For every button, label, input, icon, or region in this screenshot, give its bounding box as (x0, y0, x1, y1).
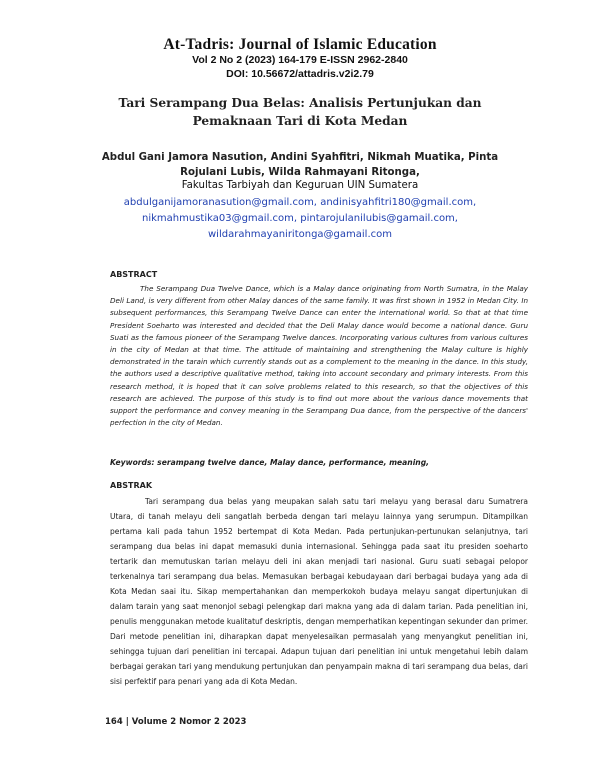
email-link[interactable]: wildarahmayaniritonga@gamail.com (208, 229, 392, 240)
journal-name: At-Tadris: Journal of Islamic Education (163, 36, 437, 53)
article-title: Tari Serampang Dua Belas: Analisis Pertunjukan dan Pemaknaan Tari di Kota Medan (118, 96, 482, 128)
abstrak-heading: ABSTRAK (110, 481, 153, 490)
abstract-heading: ABSTRACT (110, 270, 158, 279)
page-footer: 164 | Volume 2 Nomor 2 2023 (105, 717, 247, 727)
email-link[interactable]: andinisyahfitri180@gmail.com, (320, 197, 477, 208)
author-list: Abdul Gani Jamora Nasution, Andini Syahfitri, Nikmah Muatika, Pinta Rojulani Lubis, Wilda Rahmayani Ritonga, (101, 152, 499, 178)
email-list (110, 195, 490, 243)
keywords: Keywords: serampang twelve dance, Malay dance, performance, meaning, (110, 458, 430, 467)
doi: DOI: 10.56672/attadris.v2i2.79 (226, 68, 374, 80)
email-link[interactable]: pintarojulanilubis@gamail.com, (300, 213, 458, 224)
email-link[interactable]: nikmahmustika03@gmail.com, (142, 213, 298, 224)
affiliation: Fakultas Tarbiyah dan Keguruan UIN Sumatera (181, 180, 419, 191)
email-link[interactable]: abdulganijamoranasution@gmail.com, (123, 197, 317, 208)
abstract-text: The Serampang Dua Twelve Dance, which is a Malay dance originating from North Sumatra, in the Malay Deli Land, is very different from other Malay dances of the same family. It was first shown in 1952 in Medan City. In subsequent performances, this Serampang Twelve Dance can enter the international world. So that at that time President Soeharto was interested and decided that the Deli Malay dance would become a national dance. Guru Suati as the famous pioneer of the Serampang Twelve dances. Incorporating various cultures from various cultures in the city of Medan at that time. The attitude of maintaining and strengthening the Malay culture is highly demonstrated in the tarain which currently stands out as a complement to the meaning in the dance. In this study, the authors used a descriptive qualitative method, taking into account secondary and primary interests. From this research method, it is hoped that it can solve problems related to this research, so that the objectives of this research are achieved. The purpose of this study is to find out more about the various dance movements that support the performance and convey meaning in the Serampang Dua dance, from the perspective of the dancers' perfection in the city of Medan. (110, 284, 528, 428)
volume-info: Vol 2 No 2 (2023) 164-179 E-ISSN 2962-2840 (192, 54, 408, 66)
abstrak-text: Tari serampang dua belas yang meupakan salah satu tari melayu yang berasal daru Sumatrera Utara, di tanah melayu deli sangatlah berbeda dengan tari melayu lainnya yang serumpun. Ditampilkan pertama kali pada tahun 1952 bertempat di Kota Medan. Pada pertunjukan-pertunukan selanjutnya, tari serampang dua belas ini dapat memasuki dunia internasional. Sehingga pada saat itu presiden soeharto tertarik dan memutuskan tarian melayu deli ini akan menjadi tari nasional. Guru suati sebagai pelopor terkenalnya tari serampang dua belas. Memasukan berbagai kebudayaan dari berbagai budaya yang ada di Kota Medan saai itu. Sikap mempertahankan dan memperkokoh budaya melayu sangat dipertunjukan di dalam tarain yang saat menonjol sebagi pelengkap dari makna yang ada di dalam tarian. Pada penelitian ini, penulis menggunakan metode kualitatuf deskriptis, dengan memperhatikan kepentingan sekunder dan primer. Dari metode penelitian ini, diharapkan dapat menyelesaikan permasalah yang menyangkut penelitian ini, sehingga tujuan dari penelitian ini tercapai. Adapun tujuan dari penelitian ini untuk mengetahui lebih dalam berbagai gerakan tari yang mendukung pertunjukan dan penyampain makna di tari serampang dua belas, dari sisi perfektif para penari yang ada di Kota Medan. (110, 497, 528, 686)
